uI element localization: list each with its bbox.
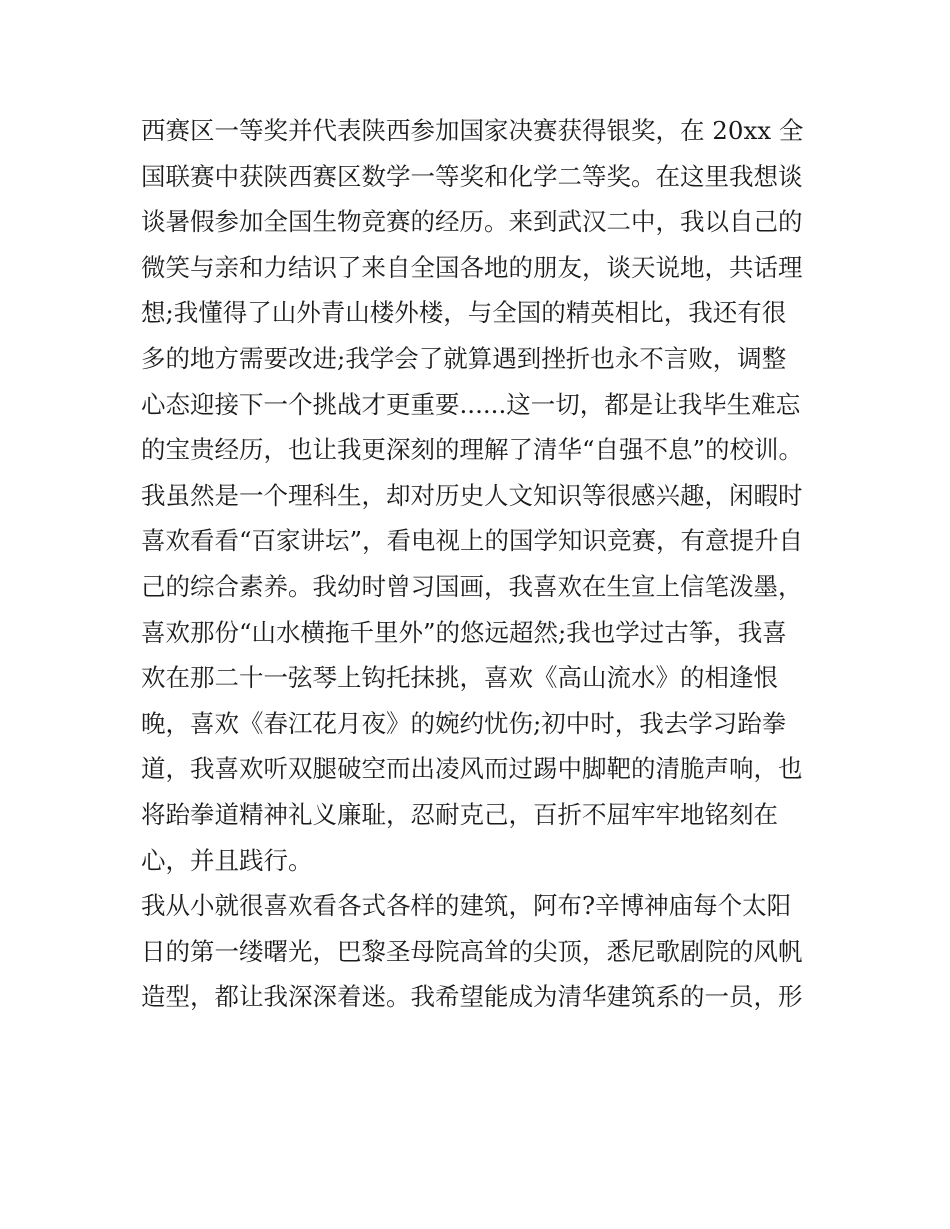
document-body bbox=[141, 108, 821, 1020]
text-line: 欢在那二十一弦琴上钩托抹挑，喜欢《高山流水》的相逢恨 bbox=[141, 663, 778, 693]
text-line: 想;我懂得了山外青山楼外楼，与全国的精英相比，我还有很 bbox=[141, 298, 787, 328]
text-line: 微笑与亲和力结识了来自全国各地的朋友，谈天说地，共话理 bbox=[141, 252, 803, 282]
text-line: 日的第一缕曙光，巴黎圣母院高耸的尖顶，悉尼歌剧院的风帆 bbox=[141, 936, 803, 966]
text-line: 心态迎接下一个挑战才更重要......这一切，都是让我毕生难忘 bbox=[141, 389, 801, 419]
text-line: 己的综合素养。我幼时曾习国画，我喜欢在生宣上信笔泼墨， bbox=[141, 571, 803, 601]
text-line: 谈暑假参加全国生物竞赛的经历。来到武汉二中，我以自己的 bbox=[141, 207, 803, 237]
text-line: 喜欢那份“山水横拖千里外”的悠远超然;我也学过古筝，我喜 bbox=[141, 617, 787, 647]
text-line: 晚，喜欢《春江花月夜》的婉约忧伤;初中时，我去学习跆拳 bbox=[141, 708, 787, 738]
text-line: 道，我喜欢听双腿破空而出凌风而过踢中脚靶的清脆声响，也 bbox=[141, 754, 803, 784]
text-line: 我从小就很喜欢看各式各样的建筑，阿布?辛博神庙每个太阳 bbox=[141, 891, 792, 921]
text-line: 造型，都让我深深着迷。我希望能成为清华建筑系的一员，形 bbox=[141, 982, 803, 1012]
text-line: 西赛区一等奖并代表陕西参加国家决赛获得银奖，在 20xx 全 bbox=[141, 116, 804, 145]
text-line: 心，并且践行。 bbox=[141, 845, 313, 875]
text-line: 喜欢看看“百家讲坛”，看电视上的国学知识竞赛，有意提升自 bbox=[141, 526, 804, 556]
text-line: 将跆拳道精神礼义廉耻，忍耐克己，百折不屈牢牢地铭刻在 bbox=[141, 799, 778, 829]
text-line: 国联赛中获陕西赛区数学一等奖和化学二等奖。在这里我想谈 bbox=[141, 161, 803, 191]
text-line: 的宝贵经历，也让我更深刻的理解了清华“自强不息”的校训。 bbox=[141, 435, 804, 465]
text-line: 多的地方需要改进;我学会了就算遇到挫折也永不言败，调整 bbox=[141, 343, 787, 373]
text-line: 我虽然是一个理科生，却对历史人文知识等很感兴趣，闲暇时 bbox=[141, 480, 803, 510]
